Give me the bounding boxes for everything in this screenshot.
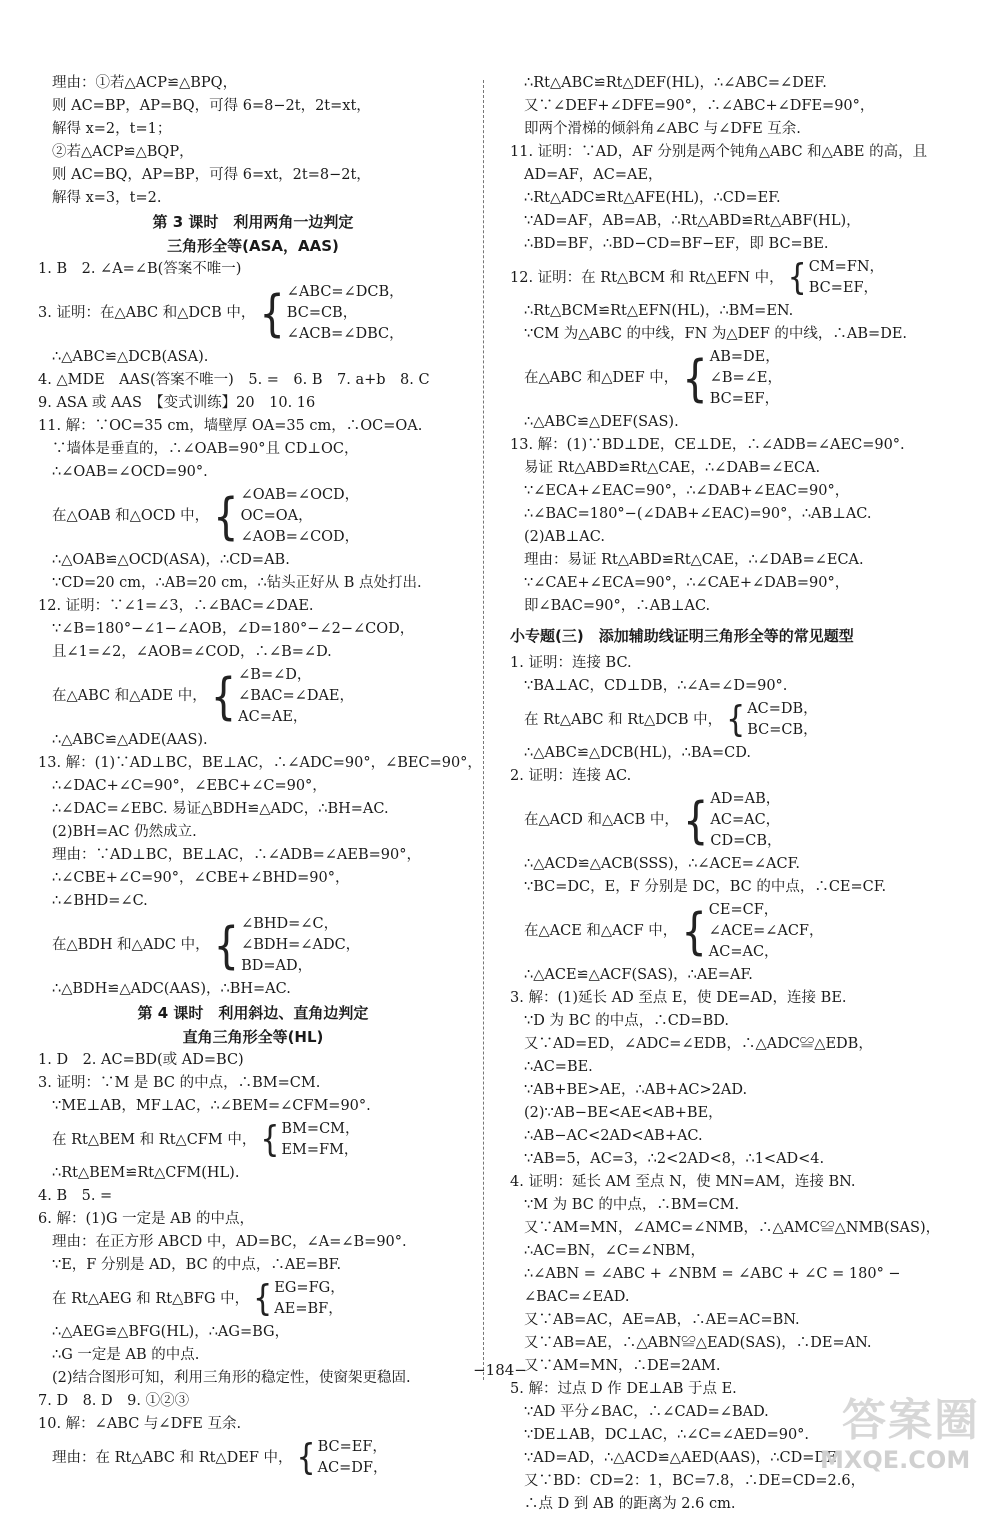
brace-item: BC=CB， xyxy=(747,722,818,738)
brace-item: ∠BDH=∠ADC， xyxy=(241,937,361,953)
brace-item: ∠AOB=∠COD， xyxy=(240,529,360,545)
brace-group xyxy=(38,1278,468,1320)
left-brace-icon: { xyxy=(213,487,239,546)
section-subheading: 三角形全等(ASA，AAS) xyxy=(167,237,339,255)
answer-line: 4. B 5. = xyxy=(38,1188,113,1204)
watermark-url: MXQE.COM xyxy=(820,1446,971,1474)
text-line: (2)AB⊥AC. xyxy=(524,529,605,545)
brace-intro: 在△BDH 和△ADC 中， xyxy=(52,937,210,953)
brace-item: CE=CF， xyxy=(708,902,779,918)
brace-item: AC=DF， xyxy=(317,1460,388,1476)
answer-line: 3. 解：(1)延长 AD 至点 E，使 DE=AD，连接 BE. xyxy=(510,990,847,1006)
brace-item: AC=AC， xyxy=(708,944,779,960)
brace-group xyxy=(38,914,468,977)
brace-intro: 在△OAB 和△OCD 中， xyxy=(52,508,210,524)
text-line: ∴△OAB≌△OCD(ASA)，∴CD=AB. xyxy=(52,552,290,568)
brace-item: AD=AB， xyxy=(710,791,781,807)
brace-intro: 在△ABC 和△ADE 中， xyxy=(52,688,207,704)
text-line: ∴Rt△ABC≌Rt△DEF(HL)，∴∠ABC=∠DEF. xyxy=(524,75,827,91)
brace-intro: 在△ACD 和△ACB 中， xyxy=(524,812,679,828)
left-brace-icon: { xyxy=(260,1118,280,1161)
page-number: −184− xyxy=(473,1361,527,1379)
text-line: ∴△ABC≌△DCB(ASA). xyxy=(52,349,209,365)
left-brace-icon: { xyxy=(682,349,708,408)
text-line: 又∵AM=MN，∴DE=2AM. xyxy=(524,1358,721,1374)
text-line: ∴∠DAC+∠C=90°，∠EBC+∠C=90°， xyxy=(52,778,327,794)
left-brace-icon: { xyxy=(210,667,237,726)
text-line: ∴Rt△ADC≌Rt△AFE(HL)，∴CD=EF. xyxy=(524,190,781,206)
text-line: ∵CM 为△ABC 的中线，FN 为△DEF 的中线，∴AB=DE. xyxy=(524,326,908,342)
text-line: ∠BAC=∠EAD. xyxy=(524,1289,630,1305)
section-heading: 小专题(三) 添加辅助线证明三角形全等的常见题型 xyxy=(510,627,854,645)
text-line: ∴AC=BN，∠C=∠NBM， xyxy=(524,1243,706,1259)
text-line: ∴Rt△BEM≌Rt△CFM(HL). xyxy=(52,1165,240,1181)
brace-item: BD=AD， xyxy=(241,958,313,974)
brace-item: ∠ACE=∠ACF， xyxy=(708,923,824,939)
text-line: 又∵AB=AC，AE=AB，∴AE=AC=BN. xyxy=(524,1312,800,1328)
text-line: ∴Rt△BCM≌Rt△EFN(HL)，∴BM=EN. xyxy=(524,303,794,319)
left-brace-icon: { xyxy=(682,791,709,850)
text-line: 又∵AM=MN，∠AMC=∠NMB，∴△AMC≌△NMB(SAS)， xyxy=(524,1220,941,1236)
answer-line: 10. 解：∠ABC 与∠DFE 互余. xyxy=(38,1416,242,1432)
text-line: ∵∠ECA+∠EAC=90°，∴∠DAB+∠EAC=90°， xyxy=(524,483,850,499)
left-brace-icon: { xyxy=(296,1436,316,1479)
brace-intro: 在 Rt△AEG 和 Rt△BFG 中， xyxy=(52,1290,250,1307)
text-line: ∴G 一定是 AB 的中点. xyxy=(52,1347,200,1363)
brace-item: OC=OA， xyxy=(240,508,313,524)
brace-item: AE=BF， xyxy=(274,1301,343,1317)
brace-item: ∠BAC=∠DAE， xyxy=(238,688,355,704)
text-line: ∴∠CBE+∠C=90°，∠CBE+∠BHD=90°， xyxy=(52,870,350,886)
answer-line: 12. 证明：∵∠1=∠3，∴∠BAC=∠DAE. xyxy=(38,598,314,614)
answer-line: 13. 解：(1)∵BD⊥DE，CE⊥DE，∴∠ADB=∠AEC=90°. xyxy=(510,437,905,453)
answer-line: 7. D 8. D 9. ①②③ xyxy=(38,1393,190,1409)
text-line: 则 AC=BP，AP=BQ，可得 6=8−2t，2t=xt， xyxy=(52,98,371,114)
text-line: ∵M 为 BC 的中点，∴BM=CM. xyxy=(524,1197,740,1213)
text-line: 又∵∠DEF+∠DFE=90°，∴∠ABC+∠DFE=90°， xyxy=(524,98,875,114)
text-line: ∵DE⊥AB，DC⊥AC，∴∠C=∠AED=90°. xyxy=(524,1427,810,1443)
answer-line: 5. 解：过点 D 作 DE⊥AB 于点 E. xyxy=(510,1381,737,1397)
brace-item: CM=FN， xyxy=(808,259,885,275)
brace-item: ∠B=∠E， xyxy=(709,370,782,386)
brace-item: AB=DE， xyxy=(709,349,780,365)
brace-group xyxy=(38,665,468,728)
text-line: ∴BD=BF，∴BD−CD=BF−EF，即 BC=BE. xyxy=(524,236,829,252)
brace-intro: 理由：在 Rt△ABC 和 Rt△DEF 中， xyxy=(52,1449,293,1466)
text-line: ∴△BDH≌△ADC(AAS)，∴BH=AC. xyxy=(52,981,291,997)
text-line: 且∠1=∠2，∠AOB=∠COD，∴∠B=∠D. xyxy=(52,644,332,660)
answer-line: 1. 证明：连接 BC. xyxy=(510,655,632,671)
text-line: ∵ME⊥AB，MF⊥AC，∴∠BEM=∠CFM=90°. xyxy=(52,1098,371,1114)
brace-group xyxy=(38,485,468,548)
answer-line: 2. 证明：连接 AC. xyxy=(510,768,632,784)
text-line: ∵AD 平分∠BAC，∴∠CAD=∠BAD. xyxy=(524,1404,769,1420)
text-line: ∴△ACD≌△ACB(SSS)，∴∠ACE=∠ACF. xyxy=(524,856,800,872)
text-line: 又∵BD：CD=2：1，BC=7.8，∴DE=CD=2.6， xyxy=(524,1473,866,1489)
text-line: ∵E，F 分别是 AD，BC 的中点，∴AE=BF. xyxy=(52,1257,342,1273)
text-line: 又∵AD=ED，∠ADC=∠EDB，∴△ADC≌△EDB， xyxy=(524,1036,873,1052)
left-brace-icon: { xyxy=(259,284,285,343)
text-line: ∵墙体是垂直的，∴∠OAB=90°且 CD⊥OC， xyxy=(52,441,359,457)
text-line: 则 AC=BQ，AP=BP，可得 6=xt，2t=8−2t， xyxy=(52,167,371,183)
text-line: ∴△ACE≌△ACF(SAS)，∴AE=AF. xyxy=(524,967,753,983)
text-line: AD=AF，AC=AE， xyxy=(524,167,663,183)
text-line: ∵CD=20 cm，∴AB=20 cm，∴钻头正好从 B 点处打出. xyxy=(52,575,422,591)
brace-intro: 在 Rt△BEM 和 Rt△CFM 中， xyxy=(52,1131,257,1148)
section-subheading: 直角三角形全等(HL) xyxy=(182,1028,324,1046)
brace-item: BM=CM， xyxy=(281,1121,360,1137)
brace-item: ∠BHD=∠C， xyxy=(241,916,339,932)
brace-item: BC=EF， xyxy=(317,1439,387,1455)
brace-group xyxy=(38,1437,468,1479)
left-brace-icon: { xyxy=(253,1277,273,1320)
text-line: ∴AB−AC<2AD<AB+AC. xyxy=(524,1128,703,1144)
brace-item: BC=CB， xyxy=(286,305,358,321)
answer-line: 4. 证明：延长 AM 至点 N，使 MN=AM，连接 BN. xyxy=(510,1174,856,1190)
answer-line: 9. ASA 或 AAS 【变式训练】20 10. 16 xyxy=(38,395,316,411)
text-line: 理由：①若△ACP≌△BPQ， xyxy=(52,75,238,91)
answer-line: 1. B 2. ∠A=∠B(答案不唯一) xyxy=(38,261,242,277)
text-line: ∵∠CAE+∠ECA=90°，∴∠CAE+∠DAB=90°， xyxy=(524,575,850,591)
left-brace-icon: { xyxy=(787,256,807,299)
text-line: ②若△ACP≌△BQP， xyxy=(52,144,194,160)
brace-intro: 在△ABC 和△DEF 中， xyxy=(524,370,679,386)
text-line: ∵∠B=180°−∠1−∠AOB，∠D=180°−∠2−∠COD， xyxy=(52,621,415,637)
text-line: 又∵AB=AE，∴△ABN≌△EAD(SAS)，∴DE=AN. xyxy=(524,1335,872,1351)
text-line: ∴∠BHD=∠C. xyxy=(52,893,148,909)
answer-line: 13. 解：(1)∵AD⊥BC，BE⊥AC，∴∠ADC=90°，∠BEC=90°， xyxy=(38,755,482,771)
brace-item: AC=AE， xyxy=(238,709,308,725)
answer-line: 11. 证明：∵AD，AF 分别是两个钝角△ABC 和△ABE 的高，且 xyxy=(510,144,928,160)
text-line: ∵BC=DC，E，F 分别是 DC，BC 的中点，∴CE=CF. xyxy=(524,879,887,895)
answer-line: 1. D 2. AC=BD(或 AD=BC) xyxy=(38,1052,244,1068)
text-line: ∵AB=5，AC=3，∴2<2AD<8，∴1<AD<4. xyxy=(524,1151,825,1167)
brace-group xyxy=(510,789,970,852)
brace-item: ∠OAB=∠OCD， xyxy=(240,487,360,503)
left-column xyxy=(38,72,482,1480)
column-divider xyxy=(483,80,484,1380)
brace-item: EM=FM， xyxy=(281,1142,359,1158)
watermark-logo xyxy=(820,1395,992,1486)
text-line: (2)∵AB−BE<AE<AB+BE， xyxy=(524,1105,723,1121)
brace-intro: 在 Rt△ABC 和 Rt△DCB 中， xyxy=(524,711,723,728)
text-line: 理由：∵AD⊥BC，BE⊥AC，∴∠ADB=∠AEB=90°， xyxy=(52,847,421,863)
text-line: ∴△AEG≌△BFG(HL)，∴AG=BG， xyxy=(52,1324,290,1340)
answer-line: 4. △MDE AAS(答案不唯一) 5. = 6. B 7. a+b 8. C xyxy=(38,372,430,388)
text-line: ∴AC=BE. xyxy=(524,1059,593,1075)
answer-line: 11. 解：∵OC=35 cm，墙壁厚 OA=35 cm，∴OC=OA. xyxy=(38,418,423,434)
brace-item: BC=EF， xyxy=(808,280,879,296)
brace-item: ∠B=∠D， xyxy=(238,667,312,683)
text-line: 易证 Rt△ABD≌Rt△CAE，∴∠DAB=∠ECA. xyxy=(524,460,821,476)
text-line: ∴点 D 到 AB 的距离为 2.6 cm. xyxy=(524,1496,736,1512)
section-heading: 第 4 课时 利用斜边、直角边判定 xyxy=(137,1004,369,1022)
brace-item: ∠ABC=∠DCB， xyxy=(286,284,404,300)
brace-group xyxy=(510,699,970,741)
text-line: ∴∠DAC=∠EBC. 易证△BDH≌△ADC，∴BH=AC. xyxy=(52,801,389,817)
brace-item: CD=CB， xyxy=(710,833,782,849)
text-line: (2)结合图形可知，利用三角形的稳定性，使窗架更稳固. xyxy=(52,1370,411,1386)
text-line: ∵AD=AD，∴△ACD≌△AED(AAS)，∴CD=DE. xyxy=(524,1450,842,1466)
text-line: 解得 x=3，t=2. xyxy=(52,190,162,206)
brace-item: AC=AC， xyxy=(710,812,781,828)
brace-item: EG=FG， xyxy=(274,1280,345,1296)
text-line: ∴∠ABN = ∠ABC + ∠NBM = ∠ABC + ∠C = 180° − xyxy=(524,1266,901,1282)
brace-intro: 12. 证明：在 Rt△BCM 和 Rt△EFN 中， xyxy=(510,269,784,286)
brace-group xyxy=(510,900,970,963)
left-brace-icon: { xyxy=(681,902,707,961)
brace-item: BC=EF， xyxy=(709,391,780,407)
text-line: ∵D 为 BC 的中点，∴CD=BD. xyxy=(524,1013,729,1029)
watermark-logo-text: 答案圈 xyxy=(842,1395,980,1446)
text-line: 解得 x=2，t=1； xyxy=(52,121,172,137)
answer-line: 6. 解：(1)G 一定是 AB 的中点， xyxy=(38,1211,255,1227)
brace-group xyxy=(38,1119,468,1161)
text-line: (2)BH=AC 仍然成立. xyxy=(52,824,197,840)
brace-group xyxy=(38,282,468,345)
text-line: ∴△ABC≌△DCB(HL)，∴BA=CD. xyxy=(524,745,751,761)
brace-intro: 在△ACE 和△ACF 中， xyxy=(524,923,678,939)
text-line: ∵AB+BE>AE，∴AB+AC>2AD. xyxy=(524,1082,748,1098)
brace-item: AC=DB， xyxy=(747,701,818,717)
text-line: ∵BA⊥AC，CD⊥DB，∴∠A=∠D=90°. xyxy=(524,678,788,694)
answer-line: 3. 证明：∵M 是 BC 的中点，∴BM=CM. xyxy=(38,1075,321,1091)
text-line: ∴∠OAB=∠OCD=90°. xyxy=(52,464,208,480)
left-brace-icon: { xyxy=(726,698,746,741)
text-line: ∴△ABC≌△ADE(AAS). xyxy=(52,732,208,748)
text-line: 即两个滑梯的倾斜角∠ABC 与∠DFE 互余. xyxy=(524,121,801,137)
text-line: 即∠BAC=90°，∴AB⊥AC. xyxy=(524,598,711,614)
text-line: 理由：在正方形 ABCD 中，AD=BC，∠A=∠B=90°. xyxy=(52,1234,407,1250)
text-line: 理由：易证 Rt△ABD≌Rt△CAE，∴∠DAB=∠ECA. xyxy=(524,552,864,568)
left-brace-icon: { xyxy=(213,916,240,975)
brace-group xyxy=(510,347,970,410)
brace-intro: 3. 证明：在△ABC 和△DCB 中， xyxy=(38,305,256,321)
text-line: ∴∠BAC=180°−(∠DAB+∠EAC)=90°，∴AB⊥AC. xyxy=(524,506,872,522)
text-line: ∵AD=AF，AB=AB，∴Rt△ABD≌Rt△ABF(HL)， xyxy=(524,213,861,229)
right-column xyxy=(510,72,970,1516)
brace-group xyxy=(510,257,970,299)
section-heading: 第 3 课时 利用两角一边判定 xyxy=(152,213,354,231)
brace-item: ∠ACB=∠DBC， xyxy=(286,326,404,342)
text-line: ∴△ABC≌△DEF(SAS). xyxy=(524,414,679,430)
